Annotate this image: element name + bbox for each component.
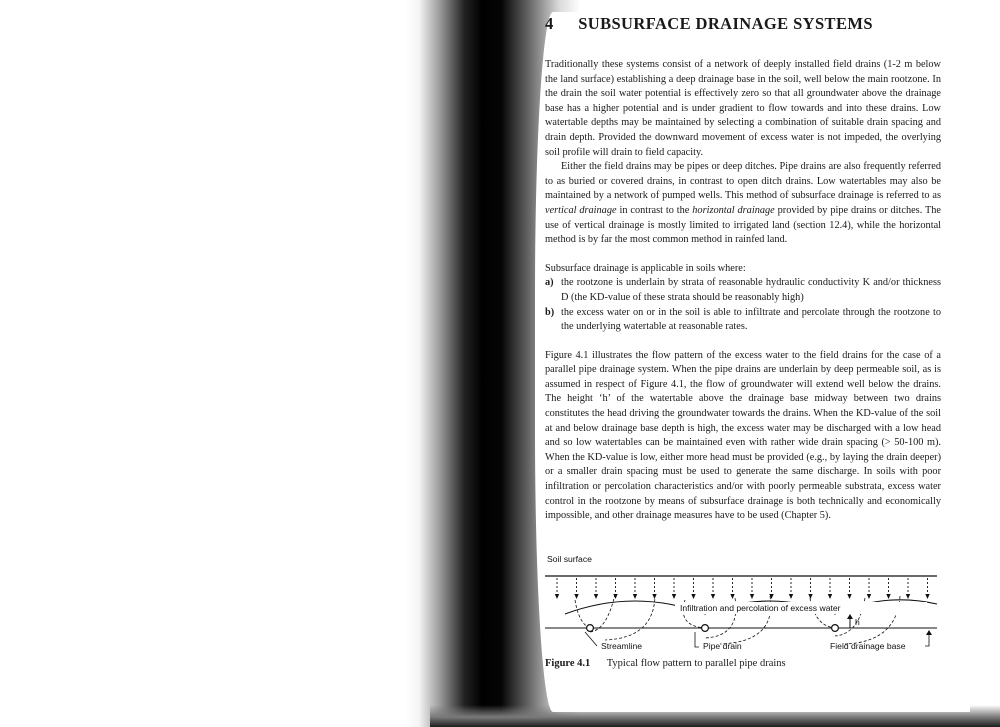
label-pipe-drain: Pipe drain (703, 641, 742, 651)
infiltration-arrowhead (594, 594, 598, 599)
infiltration-arrowhead (691, 594, 695, 599)
paragraph-1: Traditionally these systems consist of a network of deeply installed field drains (1-2 m below the land surface) establishing a deep drainage base in the soil, well below the main rootzone. In the drain the soil water potential is effectively zero so that all groundwater above the drainage base has a higher potential and is under gradient to flow towards and into these drains. Low watertable depths may be maintained by selecting a combination of suitable drain spacing and drain depth. Provided the downward movement of excess water is not impeded, the overlying soil profile will drain to field capacity. (545, 59, 941, 158)
infiltration-arrowhead (555, 594, 559, 599)
infiltration-arrowhead (730, 594, 734, 599)
chapter-title: SUBSURFACE DRAINAGE SYSTEMS (578, 14, 873, 33)
label-h: h (855, 617, 860, 627)
infiltration-arrowhead (808, 594, 812, 599)
list-item-a: a) the rootzone is underlain by strata of reasonable hydraulic conductivity K and/or thickness D (the KD-value of these strata should be reasonably high) (545, 277, 941, 303)
term-horizontal-drainage: horizontal drainage (692, 204, 775, 216)
paragraph-3: Subsurface drainage is applicable in soils where: (545, 262, 746, 274)
body-text (545, 58, 941, 524)
infiltration-arrowhead (672, 594, 676, 599)
infiltration-arrowhead (711, 594, 715, 599)
figure-caption: Figure 4.1 Typical flow pattern to parallel pipe drains (545, 658, 786, 669)
label-infiltration: Infiltration and percolation of excess water (680, 603, 841, 613)
left-blank-page (0, 0, 440, 727)
infiltration-arrowhead (613, 594, 617, 599)
paragraph-4: Figure 4.1 illustrates the flow pattern of the excess water to the field drains for the case of a parallel pipe drainage system. When the pipe drains are underlain by deep permeable soil, as is assumed in respect of Figure 4.1, the flow of groundwater will extend well below the drains. The height ‘h’ of the watertable above the drainage base midway between two drains constitutes the head driving the groundwater towards the drains. When the KD-value of the soil at and below drainage base depth is high, the excess water may be discharged with a low head and so low watertables can be maintained even with rather wide drain spacing (> 50-100 m). When the KD-value is low, either more head must be provided (e.g., by laying the drain deeper) or a smaller drain spacing must be used to generate the same discharge. In soils with poor infiltration or percolation characteristics and/or with poorly permeable substrata, excess water control in the rootzone by means of subsurface drainage is both technically and economically impossible, and other drainage measures have to be used (Chapter 5). (545, 349, 941, 522)
infiltration-arrowhead (867, 594, 871, 599)
h-arrow-up (847, 614, 853, 619)
infiltration-arrows (555, 578, 930, 599)
drainage-base-arrow (926, 630, 932, 635)
pipe-drain-3 (832, 625, 839, 632)
list-item-b: b) the excess water on or in the soil is able to infiltrate and percolate through the rootzone to the underlying watertable at reasonable rates. (545, 306, 941, 333)
infiltration-arrowhead (652, 594, 656, 599)
flow-diagram (545, 552, 941, 654)
infiltration-arrowhead (925, 594, 929, 599)
term-vertical-drainage: vertical drainage (545, 204, 617, 216)
figure-4-1 (545, 552, 941, 654)
right-page (535, 12, 970, 712)
infiltration-arrowhead (574, 594, 578, 599)
infiltration-arrowhead (886, 594, 890, 599)
infiltration-arrowhead (789, 594, 793, 599)
page-header (545, 14, 955, 34)
page-number: 4 (545, 14, 554, 33)
pipe-drain-2 (702, 625, 709, 632)
infiltration-arrowhead (847, 594, 851, 599)
pipe-drain-1 (587, 625, 594, 632)
paragraph-2: Either the field drains may be pipes or deep ditches. Pipe drains are also frequently referred to as buried or covered drains, in contrast to open ditch drains. Low watertables may also be maintained by a network of pumped wells. This method of subsurface drainage is referred to as vertical drainage in contrast to the horizontal drainage provided by pipe drains or ditches. The use of vertical drainage is mostly limited to irrigated land (section 12.4), while the horizontal method is by far the most common method in rainfed land. (545, 161, 941, 246)
label-soil-surface: Soil surface (547, 554, 592, 564)
infiltration-arrowhead (828, 594, 832, 599)
label-streamline: Streamline (601, 641, 643, 651)
label-field-drainage-base: Field drainage base (830, 641, 906, 651)
infiltration-arrowhead (633, 594, 637, 599)
infiltration-arrowhead (906, 594, 910, 599)
streamline-leader (585, 632, 597, 646)
infiltration-arrowhead (750, 594, 754, 599)
pipe-drain-leader (695, 632, 699, 647)
